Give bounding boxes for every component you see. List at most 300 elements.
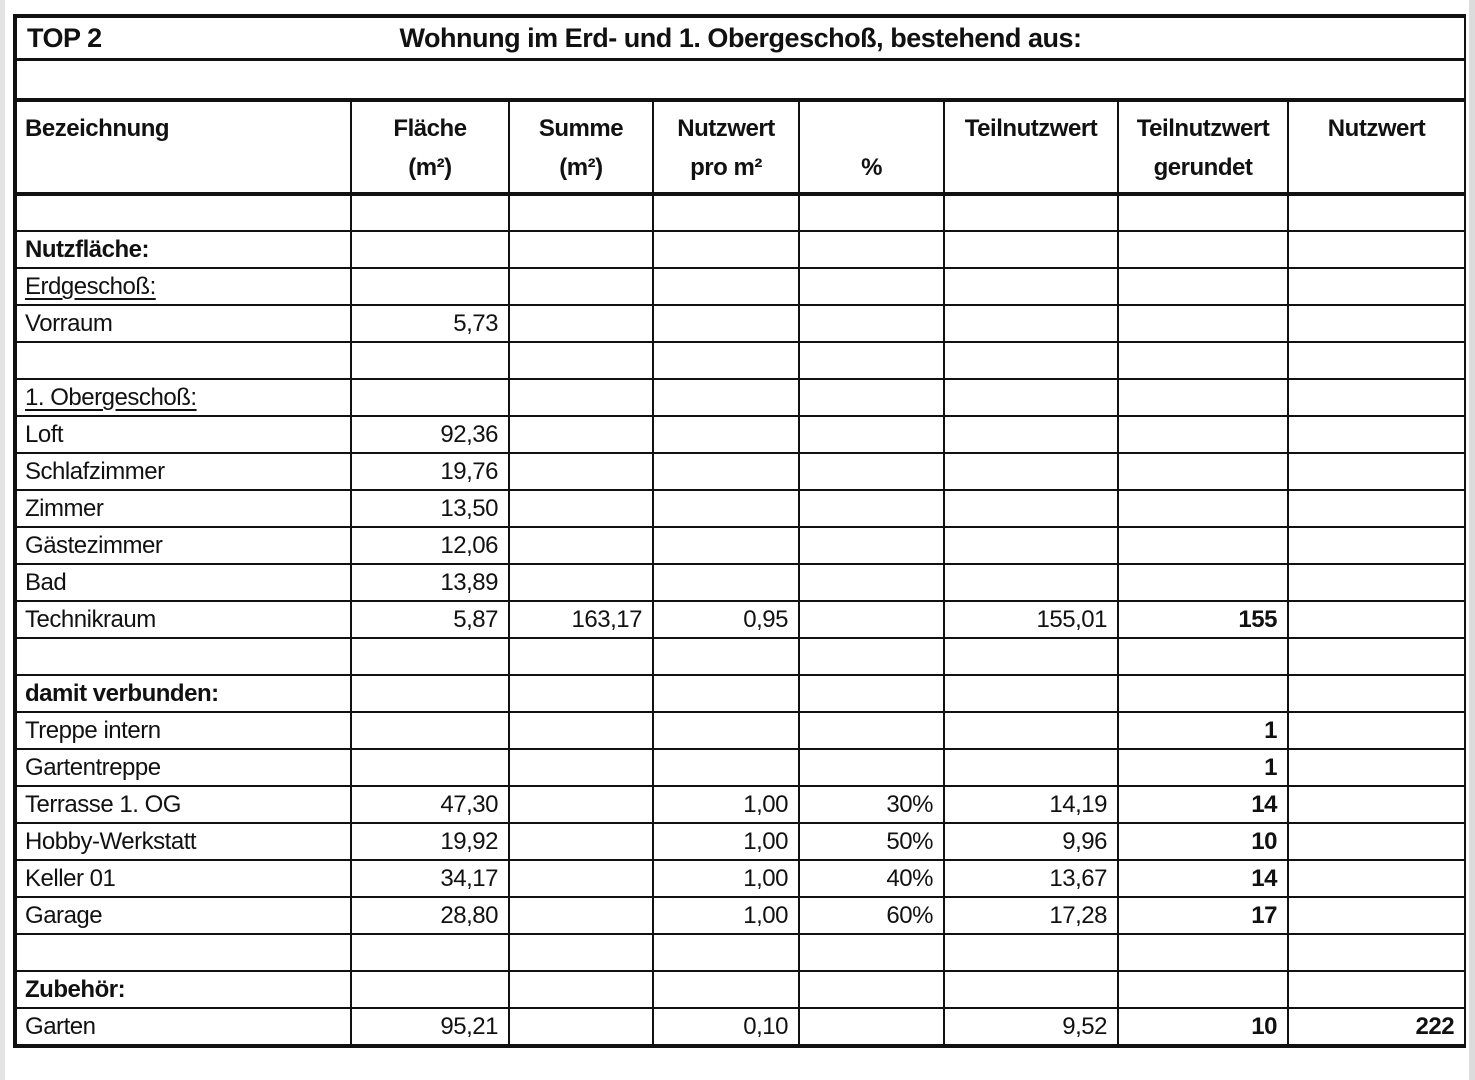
spacer-row xyxy=(16,60,1465,101)
column-header-summe xyxy=(509,100,653,194)
table-cell-summe xyxy=(509,749,653,786)
column-header-label: Fläche xyxy=(393,115,467,143)
column-header-label: Nutzwert xyxy=(1327,115,1426,143)
table-cell-teilnutzwert-gerundet xyxy=(1118,897,1288,934)
table-cell-bezeichnung xyxy=(16,860,351,897)
table-cell-nutzwert-pro-m2 xyxy=(653,194,799,231)
table-cell-bezeichnung xyxy=(16,453,351,490)
table-cell-teilnutzwert-gerundet xyxy=(1118,453,1288,490)
cell-text: 155 xyxy=(1238,605,1277,633)
table-cell-bezeichnung xyxy=(16,416,351,453)
table-cell-summe xyxy=(509,231,653,268)
cell-text: 92,36 xyxy=(440,420,498,448)
table-row xyxy=(16,749,1465,786)
table-cell-teilnutzwert xyxy=(944,490,1118,527)
table-cell-nutzwert-pro-m2 xyxy=(653,342,799,379)
column-header-row xyxy=(16,100,1465,194)
table-cell-teilnutzwert-gerundet xyxy=(1118,823,1288,860)
table-cell-nutzwert-pro-m2 xyxy=(653,897,799,934)
cell-text: 30% xyxy=(886,790,933,818)
column-header-label: Bezeichnung xyxy=(25,115,170,143)
table-cell-nutzwert-pro-m2 xyxy=(653,749,799,786)
table-cell-nutzwert xyxy=(1288,675,1465,712)
table-cell-flaeche xyxy=(351,379,509,416)
table-cell-prozent xyxy=(799,305,944,342)
column-header-teilnutzwert xyxy=(944,100,1118,194)
table-cell-nutzwert-pro-m2 xyxy=(653,823,799,860)
table-cell-summe xyxy=(509,342,653,379)
table-cell-nutzwert-pro-m2 xyxy=(653,490,799,527)
cell-text: Treppe intern xyxy=(25,716,161,744)
cell-text: Loft xyxy=(25,420,64,448)
cell-text: 1,00 xyxy=(743,864,788,892)
cell-text: 40% xyxy=(886,864,933,892)
table-cell-summe xyxy=(509,1008,653,1045)
table-cell-prozent xyxy=(799,749,944,786)
table-cell-teilnutzwert-gerundet xyxy=(1118,860,1288,897)
table-cell-teilnutzwert xyxy=(944,379,1118,416)
table-cell-teilnutzwert xyxy=(944,342,1118,379)
table-cell-nutzwert-pro-m2 xyxy=(653,971,799,1008)
table-row xyxy=(16,527,1465,564)
table-cell-prozent xyxy=(799,638,944,675)
table-cell-prozent xyxy=(799,934,944,971)
table-cell-teilnutzwert-gerundet xyxy=(1118,194,1288,231)
table-row xyxy=(16,231,1465,268)
table-cell-summe xyxy=(509,527,653,564)
table-cell-prozent xyxy=(799,675,944,712)
table-cell-nutzwert xyxy=(1288,564,1465,601)
table-cell-prozent xyxy=(799,453,944,490)
table-cell-teilnutzwert xyxy=(944,305,1118,342)
table-cell-teilnutzwert xyxy=(944,934,1118,971)
table-cell-summe xyxy=(509,268,653,305)
table-cell-nutzwert-pro-m2 xyxy=(653,564,799,601)
table-cell-nutzwert xyxy=(1288,453,1465,490)
table-row xyxy=(16,416,1465,453)
cell-text: Gartentreppe xyxy=(25,753,161,781)
cell-text: 9,52 xyxy=(1062,1012,1107,1040)
table-row xyxy=(16,860,1465,897)
table-row xyxy=(16,971,1465,1008)
column-header-sublabel xyxy=(945,148,1117,182)
table-row xyxy=(16,897,1465,934)
table-cell-nutzwert-pro-m2 xyxy=(653,712,799,749)
cell-text: Erdgeschoß: xyxy=(25,272,156,300)
cell-text: 163,17 xyxy=(571,605,642,633)
table-cell-teilnutzwert-gerundet xyxy=(1118,416,1288,453)
table-row xyxy=(16,934,1465,971)
table-row xyxy=(16,823,1465,860)
cell-text: Vorraum xyxy=(25,309,113,337)
table-cell-prozent xyxy=(799,601,944,638)
table-cell-flaeche xyxy=(351,860,509,897)
table-cell-teilnutzwert-gerundet xyxy=(1118,305,1288,342)
table-cell-teilnutzwert xyxy=(944,527,1118,564)
table-row xyxy=(16,305,1465,342)
cell-text: 5,73 xyxy=(453,309,498,337)
table-cell-nutzwert xyxy=(1288,231,1465,268)
table-cell-teilnutzwert xyxy=(944,268,1118,305)
table-cell-prozent xyxy=(799,564,944,601)
scan-edge-left xyxy=(0,0,5,1080)
table-cell-bezeichnung xyxy=(16,638,351,675)
table-cell-flaeche xyxy=(351,194,509,231)
table-row xyxy=(16,379,1465,416)
cell-text: Terrasse 1. OG xyxy=(25,790,181,818)
table-row xyxy=(16,342,1465,379)
table-cell-nutzwert xyxy=(1288,268,1465,305)
table-cell-nutzwert-pro-m2 xyxy=(653,638,799,675)
table-cell-teilnutzwert-gerundet xyxy=(1118,971,1288,1008)
table-cell-summe xyxy=(509,638,653,675)
table-cell-summe xyxy=(509,601,653,638)
cell-text: Zimmer xyxy=(25,494,104,522)
table-row xyxy=(16,1008,1465,1045)
cell-text: 12,06 xyxy=(440,531,498,559)
table-cell-prozent xyxy=(799,897,944,934)
document-title: Wohnung im Erd- und 1. Obergeschoß, bestehend aus: xyxy=(399,22,1082,53)
table-cell-nutzwert xyxy=(1288,860,1465,897)
table-cell-flaeche xyxy=(351,305,509,342)
table-cell-bezeichnung xyxy=(16,934,351,971)
cell-text: Garage xyxy=(25,901,103,929)
table-cell-bezeichnung xyxy=(16,749,351,786)
cell-text: 13,50 xyxy=(440,494,498,522)
table-cell-prozent xyxy=(799,490,944,527)
table-cell-nutzwert xyxy=(1288,712,1465,749)
table-cell-flaeche xyxy=(351,231,509,268)
table-cell-flaeche xyxy=(351,823,509,860)
table-cell-prozent xyxy=(799,342,944,379)
table-cell-nutzwert xyxy=(1288,897,1465,934)
table-cell-prozent xyxy=(799,527,944,564)
table-row xyxy=(16,194,1465,231)
table-cell-bezeichnung xyxy=(16,712,351,749)
table-cell-teilnutzwert xyxy=(944,786,1118,823)
table-cell-bezeichnung xyxy=(16,342,351,379)
table-cell-nutzwert-pro-m2 xyxy=(653,786,799,823)
cell-text: 13,67 xyxy=(1049,864,1107,892)
column-header-teilnutzwert-gerundet xyxy=(1118,100,1288,194)
table-cell-teilnutzwert-gerundet xyxy=(1118,749,1288,786)
cell-text: 1 xyxy=(1264,753,1277,781)
cell-text: 1 xyxy=(1264,716,1277,744)
table-cell-teilnutzwert-gerundet xyxy=(1118,231,1288,268)
column-header-sublabel: % xyxy=(861,153,882,181)
table-cell-teilnutzwert xyxy=(944,971,1118,1008)
table-cell-summe xyxy=(509,490,653,527)
column-header-label: Summe xyxy=(538,115,624,143)
table-cell-prozent xyxy=(799,860,944,897)
table-cell-bezeichnung xyxy=(16,823,351,860)
table-row xyxy=(16,675,1465,712)
table-cell-bezeichnung xyxy=(16,897,351,934)
table-cell-nutzwert xyxy=(1288,305,1465,342)
table-cell-prozent xyxy=(799,194,944,231)
table-cell-nutzwert xyxy=(1288,490,1465,527)
table-cell-teilnutzwert xyxy=(944,231,1118,268)
table-row xyxy=(16,564,1465,601)
table-cell-flaeche xyxy=(351,416,509,453)
table-cell-teilnutzwert xyxy=(944,416,1118,453)
cell-text: 5,87 xyxy=(453,605,498,633)
table-cell-teilnutzwert xyxy=(944,712,1118,749)
cell-text: Keller 01 xyxy=(25,864,116,892)
column-header-label: Teilnutzwert xyxy=(964,115,1098,143)
cell-text: 10 xyxy=(1251,1012,1277,1040)
table-cell-teilnutzwert xyxy=(944,601,1118,638)
cell-text: 1,00 xyxy=(743,827,788,855)
table-cell-teilnutzwert xyxy=(944,194,1118,231)
table-cell-bezeichnung xyxy=(16,268,351,305)
cell-text: 1,00 xyxy=(743,790,788,818)
table-cell-bezeichnung xyxy=(16,675,351,712)
table-cell-teilnutzwert xyxy=(944,453,1118,490)
table-cell-nutzwert xyxy=(1288,971,1465,1008)
table-cell-teilnutzwert xyxy=(944,1008,1118,1045)
table-cell-flaeche xyxy=(351,749,509,786)
table-cell-bezeichnung xyxy=(16,490,351,527)
column-header-nutzwert xyxy=(1288,100,1465,194)
table-cell-teilnutzwert xyxy=(944,897,1118,934)
cell-text: 155,01 xyxy=(1036,605,1107,633)
table-cell-teilnutzwert xyxy=(944,564,1118,601)
cell-text: 14,19 xyxy=(1049,790,1107,818)
table-cell-nutzwert-pro-m2 xyxy=(653,379,799,416)
cell-text: 17 xyxy=(1251,901,1277,929)
table-cell-nutzwert-pro-m2 xyxy=(653,601,799,638)
cell-text: 28,80 xyxy=(440,901,498,929)
column-header-sublabel xyxy=(17,148,350,182)
table-cell-prozent xyxy=(799,712,944,749)
table-cell-bezeichnung xyxy=(16,305,351,342)
cell-text: 0,95 xyxy=(743,605,788,633)
column-header-sublabel: (m²) xyxy=(559,153,603,181)
table-cell-teilnutzwert-gerundet xyxy=(1118,934,1288,971)
table-cell-nutzwert xyxy=(1288,379,1465,416)
cell-text: 50% xyxy=(886,827,933,855)
table-cell-bezeichnung xyxy=(16,564,351,601)
table-cell-nutzwert-pro-m2 xyxy=(653,860,799,897)
cell-text: 13,89 xyxy=(440,568,498,596)
table-cell-teilnutzwert-gerundet xyxy=(1118,1008,1288,1045)
table-cell-teilnutzwert-gerundet xyxy=(1118,564,1288,601)
table-cell-bezeichnung xyxy=(16,786,351,823)
table-cell-nutzwert xyxy=(1288,1008,1465,1045)
cell-text: Garten xyxy=(25,1012,96,1040)
table-cell-nutzwert-pro-m2 xyxy=(653,268,799,305)
table-cell-nutzwert xyxy=(1288,601,1465,638)
cell-text: Technikraum xyxy=(25,605,156,633)
table-cell-flaeche xyxy=(351,897,509,934)
cell-text: Hobby-Werkstatt xyxy=(25,827,197,855)
table-cell-nutzwert xyxy=(1288,749,1465,786)
table-cell-nutzwert-pro-m2 xyxy=(653,416,799,453)
cell-text: 222 xyxy=(1415,1012,1455,1040)
cell-text: 34,17 xyxy=(440,864,498,892)
cell-text: 14 xyxy=(1251,790,1277,818)
column-header-label xyxy=(800,110,943,148)
table-cell-flaeche xyxy=(351,453,509,490)
table-cell-flaeche xyxy=(351,712,509,749)
column-header-label: Nutzwert xyxy=(677,115,775,143)
table-cell-nutzwert xyxy=(1288,416,1465,453)
table-cell-nutzwert xyxy=(1288,638,1465,675)
table-cell-teilnutzwert-gerundet xyxy=(1118,342,1288,379)
table-cell-prozent xyxy=(799,379,944,416)
cell-text: 95,21 xyxy=(440,1012,498,1040)
cell-text: Bad xyxy=(25,568,67,596)
table-cell-bezeichnung xyxy=(16,1008,351,1045)
nutzwert-table xyxy=(15,16,1466,1046)
table-cell-nutzwert-pro-m2 xyxy=(653,231,799,268)
table-cell-nutzwert xyxy=(1288,527,1465,564)
table-cell-teilnutzwert xyxy=(944,638,1118,675)
table-cell-teilnutzwert xyxy=(944,860,1118,897)
table-cell-teilnutzwert-gerundet xyxy=(1118,638,1288,675)
column-header-prozent xyxy=(799,100,944,194)
table-cell-summe xyxy=(509,305,653,342)
table-cell-prozent xyxy=(799,231,944,268)
column-header-sublabel: (m²) xyxy=(408,153,452,181)
table-cell-summe xyxy=(509,971,653,1008)
table-cell-flaeche xyxy=(351,638,509,675)
table-cell-summe xyxy=(509,379,653,416)
cell-text: 17,28 xyxy=(1049,901,1107,929)
cell-text: 60% xyxy=(886,901,933,929)
table-row xyxy=(16,786,1465,823)
table-cell-prozent xyxy=(799,1008,944,1045)
table-row xyxy=(16,638,1465,675)
table-cell-nutzwert-pro-m2 xyxy=(653,1008,799,1045)
table-cell-nutzwert-pro-m2 xyxy=(653,453,799,490)
table-body xyxy=(16,194,1465,1045)
cell-text: 19,76 xyxy=(440,457,498,485)
table-cell-prozent xyxy=(799,416,944,453)
cell-text: Zubehör: xyxy=(25,975,126,1003)
table-cell-teilnutzwert-gerundet xyxy=(1118,601,1288,638)
cell-text: 9,96 xyxy=(1062,827,1107,855)
table-cell-flaeche xyxy=(351,786,509,823)
table-cell-bezeichnung xyxy=(16,971,351,1008)
table-cell-summe xyxy=(509,860,653,897)
cell-text: Schlafzimmer xyxy=(25,457,165,485)
column-header-flaeche xyxy=(351,100,509,194)
title-cell xyxy=(16,17,1465,60)
table-cell-flaeche xyxy=(351,934,509,971)
table-cell-flaeche xyxy=(351,564,509,601)
table-cell-flaeche xyxy=(351,601,509,638)
table-cell-summe xyxy=(509,897,653,934)
spacer-cell xyxy=(16,60,1465,101)
table-cell-nutzwert-pro-m2 xyxy=(653,675,799,712)
title-row xyxy=(16,17,1465,60)
table-cell-nutzwert-pro-m2 xyxy=(653,305,799,342)
column-header-nutzwert-pro-m2 xyxy=(653,100,799,194)
cell-text: 10 xyxy=(1251,827,1277,855)
table-cell-teilnutzwert-gerundet xyxy=(1118,268,1288,305)
top-number-label: TOP 2 xyxy=(27,22,102,53)
table-cell-nutzwert-pro-m2 xyxy=(653,527,799,564)
table-cell-flaeche xyxy=(351,971,509,1008)
table-cell-flaeche xyxy=(351,527,509,564)
table-cell-summe xyxy=(509,416,653,453)
scan-edge-right xyxy=(1469,0,1475,1080)
column-header-sublabel xyxy=(1289,148,1464,182)
table-row xyxy=(16,601,1465,638)
table-cell-bezeichnung xyxy=(16,527,351,564)
cell-text: 0,10 xyxy=(743,1012,788,1040)
table-cell-prozent xyxy=(799,268,944,305)
table-cell-teilnutzwert-gerundet xyxy=(1118,490,1288,527)
table-cell-summe xyxy=(509,675,653,712)
cell-text: 1,00 xyxy=(743,901,788,929)
cell-text: 47,30 xyxy=(440,790,498,818)
cell-text: 1. Obergeschoß: xyxy=(25,383,197,411)
table-cell-summe xyxy=(509,934,653,971)
table-cell-prozent xyxy=(799,786,944,823)
table-cell-summe xyxy=(509,564,653,601)
table-cell-flaeche xyxy=(351,268,509,305)
table-cell-flaeche xyxy=(351,342,509,379)
table-row xyxy=(16,453,1465,490)
table-cell-prozent xyxy=(799,823,944,860)
table-cell-nutzwert-pro-m2 xyxy=(653,934,799,971)
table-cell-teilnutzwert-gerundet xyxy=(1118,712,1288,749)
cell-text: 19,92 xyxy=(440,827,498,855)
table-cell-prozent xyxy=(799,971,944,1008)
table-cell-bezeichnung xyxy=(16,231,351,268)
table-cell-teilnutzwert-gerundet xyxy=(1118,786,1288,823)
column-header-label: Teilnutzwert xyxy=(1136,115,1270,143)
table-row xyxy=(16,268,1465,305)
table-row xyxy=(16,490,1465,527)
table-cell-teilnutzwert xyxy=(944,675,1118,712)
cell-text: 14 xyxy=(1251,864,1277,892)
table-cell-teilnutzwert xyxy=(944,823,1118,860)
table-cell-teilnutzwert xyxy=(944,749,1118,786)
column-header-bezeichnung xyxy=(16,100,351,194)
table-cell-nutzwert xyxy=(1288,786,1465,823)
table-cell-teilnutzwert-gerundet xyxy=(1118,379,1288,416)
cell-text: damit verbunden: xyxy=(25,679,219,707)
table-cell-bezeichnung xyxy=(16,379,351,416)
cell-text: Gästezimmer xyxy=(25,531,163,559)
table-cell-teilnutzwert-gerundet xyxy=(1118,675,1288,712)
table-cell-teilnutzwert-gerundet xyxy=(1118,527,1288,564)
table-row xyxy=(16,712,1465,749)
table-cell-summe xyxy=(509,194,653,231)
table-cell-summe xyxy=(509,823,653,860)
table-cell-flaeche xyxy=(351,490,509,527)
table-cell-nutzwert xyxy=(1288,194,1465,231)
table-cell-flaeche xyxy=(351,1008,509,1045)
table-cell-flaeche xyxy=(351,675,509,712)
table-cell-nutzwert xyxy=(1288,823,1465,860)
nutzwert-table-sheet xyxy=(13,14,1466,1048)
column-header-sublabel: gerundet xyxy=(1153,153,1253,181)
table-cell-bezeichnung xyxy=(16,601,351,638)
table-cell-summe xyxy=(509,453,653,490)
table-cell-summe xyxy=(509,786,653,823)
table-cell-summe xyxy=(509,712,653,749)
cell-text: Nutzfläche: xyxy=(25,235,150,263)
table-cell-nutzwert xyxy=(1288,934,1465,971)
column-header-sublabel: pro m² xyxy=(690,153,762,181)
table-cell-bezeichnung xyxy=(16,194,351,231)
table-cell-nutzwert xyxy=(1288,342,1465,379)
